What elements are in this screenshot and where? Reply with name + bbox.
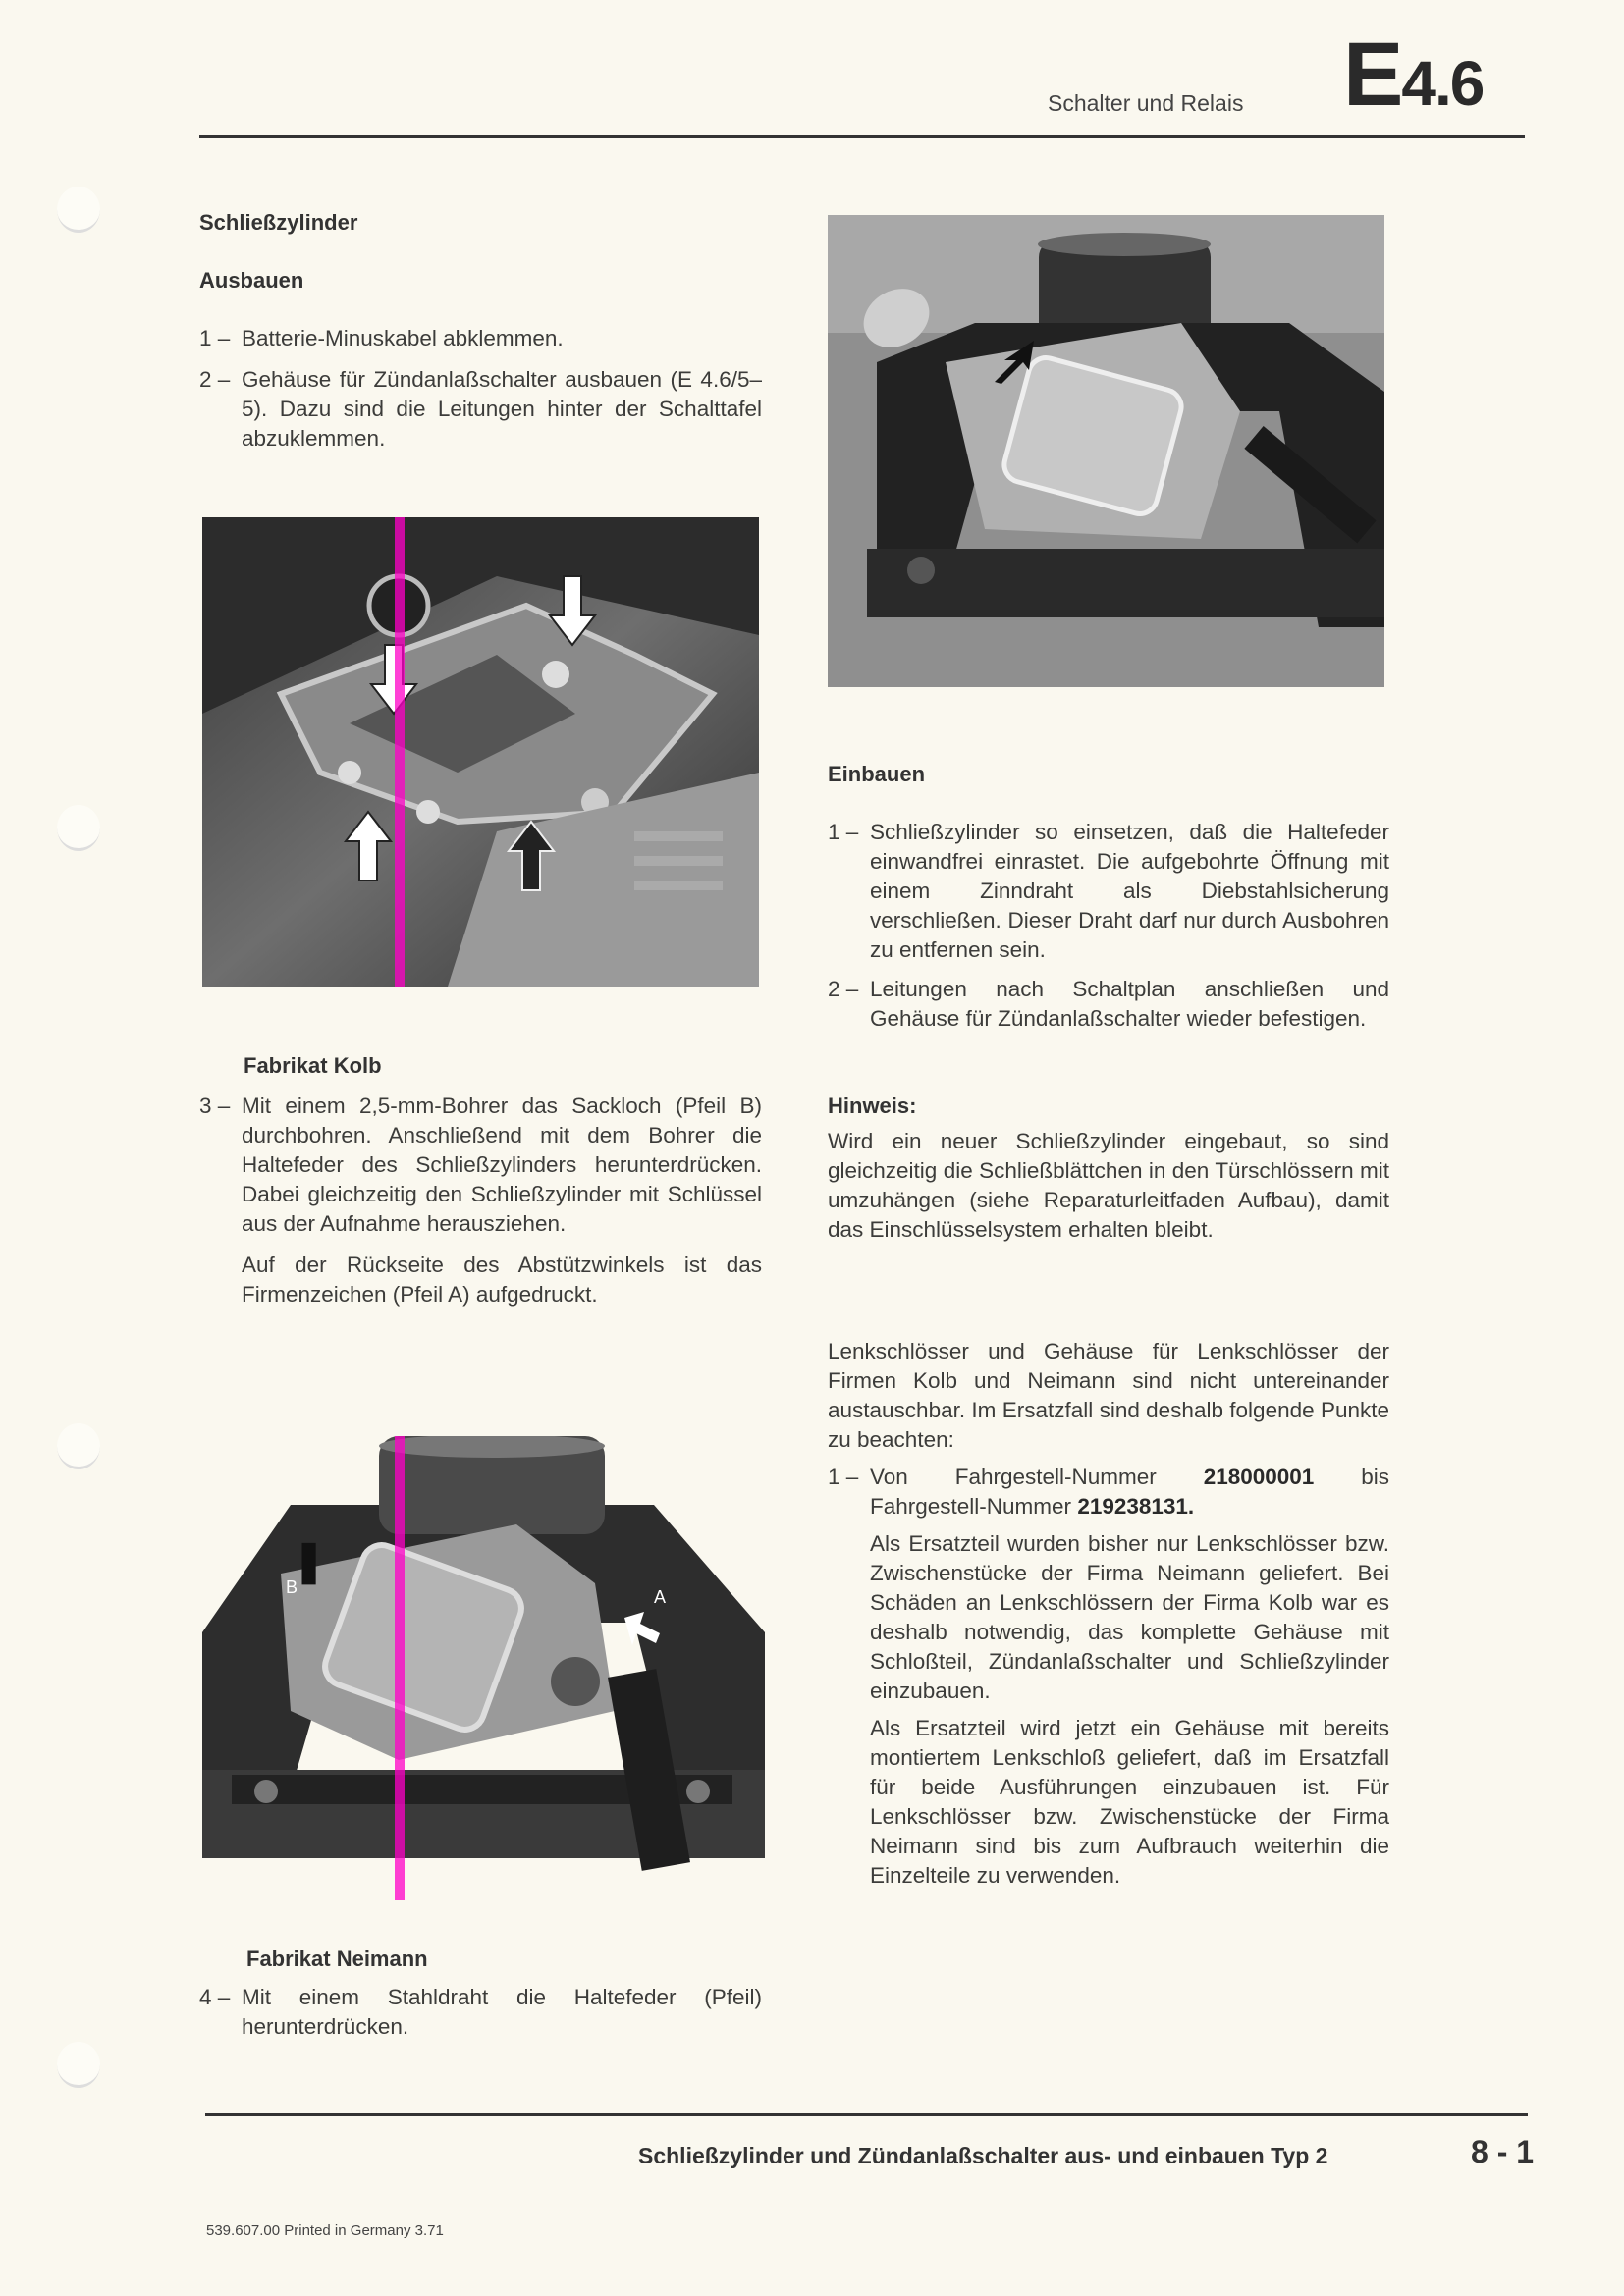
photo-neimann-lock-housing xyxy=(828,215,1384,687)
photo-installed-lock-housing xyxy=(202,517,759,987)
point-1-paragraph-2: Als Ersatzteil wird jetzt ein Gehäuse mit bereits montiertem Lenkschloß geliefert, daß im Ersatzfall für beide Ausführungen einzubauen ist. Für Lenkschlösser bzw. Zwischenstücke der Firma Neimann sind bis zum Aufbrauch weiterhin die Einzelteile zu verwenden. xyxy=(870,1716,1389,1888)
section-code xyxy=(1343,25,1484,125)
header-rule xyxy=(199,135,1525,138)
point-1-paragraph-1: Als Ersatzteil wurden bisher nur Lenkschlösser bzw. Zwischenstücke der Firma Neimann geliefert. Bei Schäden an Lenkschlössern der Firma Kolb war es deshalb notwendig, das komplette Gehäuse mit Schloßteil, Zündanlaßschalter und Schließzylinder einzubauen. xyxy=(870,1531,1389,1703)
step-number: 1 – xyxy=(828,820,859,844)
ausbauen-steps xyxy=(199,324,762,454)
kolb-step xyxy=(199,1092,762,1309)
step-2 xyxy=(199,365,762,454)
punch-hole xyxy=(57,805,100,851)
print-info: 539.607.00 Printed in Germany 3.71 xyxy=(206,2222,444,2239)
punch-hole xyxy=(57,187,100,233)
step-2 xyxy=(828,975,1389,1034)
scan-artifact-stripe xyxy=(395,517,405,987)
step-text: Batterie-Minuskabel abklemmen. xyxy=(242,326,564,350)
footer-rule xyxy=(205,2113,1528,2116)
chassis-number-from: 218000001 xyxy=(1203,1465,1315,1489)
replacement-section xyxy=(828,1337,1389,1891)
point-1 xyxy=(828,1463,1389,1522)
step-text: Mit einem 2,5-mm-Bohrer das Sackloch (Pfeil B) durchbohren. Anschließend mit dem Bohrer die Haltefeder des Schließzylinders herunterdrücken. Dabei gleichzeitig den Schließzylinder mit Schlüssel aus der Aufnahme herausziehen. xyxy=(242,1094,762,1236)
einbauen-steps xyxy=(828,818,1389,1034)
heading-ausbauen: Ausbauen xyxy=(199,268,304,293)
heading-hinweis: Hinweis: xyxy=(828,1094,917,1118)
chassis-number-to: 219238131. xyxy=(1077,1494,1195,1519)
step-1 xyxy=(199,324,762,353)
step-number: 1 – xyxy=(199,326,231,350)
step-3 xyxy=(199,1092,762,1239)
photo-label-a: A xyxy=(654,1587,667,1607)
heading-fabrikat-neimann: Fabrikat Neimann xyxy=(246,1947,428,1971)
footer-title: Schließzylinder und Zündanlaßschalter aus- und einbauen Typ 2 xyxy=(638,2143,1328,2168)
page-number: 8 - 1 xyxy=(1471,2134,1535,2169)
photo-kolb-lock-cylinder xyxy=(202,1436,765,1900)
point-text: bis Fahrgestell-Nummer xyxy=(870,1465,1389,1519)
section-title: Schalter und Relais xyxy=(1048,90,1244,116)
photo-label-b: B xyxy=(286,1577,298,1597)
punch-hole xyxy=(57,2042,100,2088)
hinweis-text: Wird ein neuer Schließzylinder eingebaut, so sind gleichzeitig die Schließblättchen in den Türschlössern mit umzuhängen (siehe Reparaturleitfaden Aufbau), damit das Einschlüsselsystem erhalten bleibt. xyxy=(828,1129,1389,1242)
heading-schliesszylinder: Schließzylinder xyxy=(199,210,358,235)
code-number: 4.6 xyxy=(1401,48,1484,119)
point-number: 1 – xyxy=(828,1465,859,1489)
step-4 xyxy=(199,1983,762,2042)
step-text: Leitungen nach Schaltplan anschließen und Gehäuse für Zündanlaßschalter wieder befestigen. xyxy=(870,977,1389,1031)
scan-artifact-stripe xyxy=(395,1436,405,1900)
step-number: 4 – xyxy=(199,1985,231,2009)
intro-text: Lenkschlösser und Gehäuse für Lenkschlösser der Firmen Kolb und Neimann sind nicht untereinander austauschbar. Im Ersatzfall sind deshalb folgende Punkte zu beachten: xyxy=(828,1339,1389,1452)
step-text: Mit einem Stahldraht die Haltefeder (Pfeil) herunterdrücken. xyxy=(242,1985,762,2039)
heading-fabrikat-kolb: Fabrikat Kolb xyxy=(244,1053,382,1078)
step-number: 3 – xyxy=(199,1094,231,1118)
step-1 xyxy=(828,818,1389,965)
step-text: Gehäuse für Zündanlaßschalter ausbauen (E 4.6/5–5). Dazu sind die Leitungen hinter der Schalttafel abzuklemmen. xyxy=(242,367,762,451)
step-number: 2 – xyxy=(828,977,859,1001)
code-letter: E xyxy=(1343,25,1402,125)
kolb-note: Auf der Rückseite des Abstützwinkels ist das Firmenzeichen (Pfeil A) aufgedruckt. xyxy=(242,1253,762,1307)
step-text: Schließzylinder so einsetzen, daß die Haltefeder einwandfrei einrastet. Die aufgebohrte Öffnung mit einem Zinndraht als Diebstahlsicherung verschließen. Dieser Draht darf nur durch Ausbohren zu entfernen sein. xyxy=(870,820,1389,962)
point-text: Von Fahrgestell-Nummer xyxy=(870,1465,1204,1489)
heading-einbauen: Einbauen xyxy=(828,762,926,786)
punch-hole xyxy=(57,1423,100,1469)
neimann-step xyxy=(199,1983,762,2042)
step-number: 2 – xyxy=(199,367,231,392)
